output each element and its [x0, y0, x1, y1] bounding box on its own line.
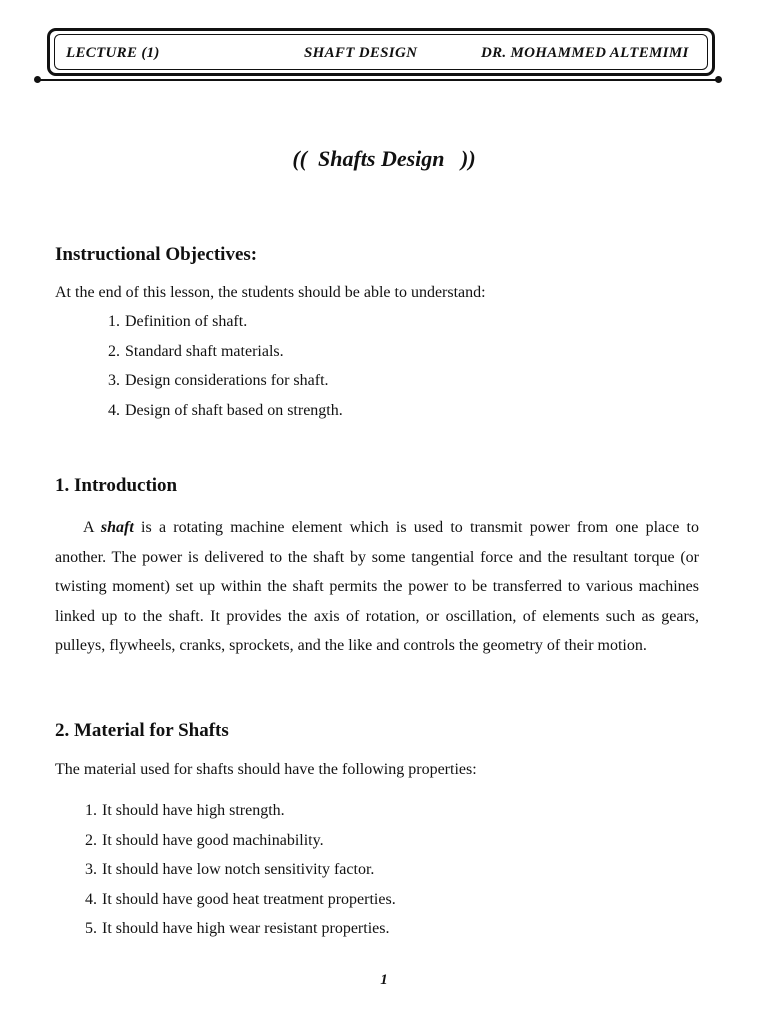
list-item-text: It should have good machinability.: [102, 831, 324, 849]
header-author: DR. MOHAMMED ALTEMIMI: [481, 45, 689, 61]
list-item-text: It should have low notch sensitivity factor.: [102, 861, 375, 878]
introduction-lead: A: [83, 519, 101, 536]
page-title: (( Shafts Design )): [292, 146, 476, 171]
objectives-intro: At the end of this lesson, the students should be able to understand:: [55, 284, 486, 301]
list-item-number: 1.: [85, 802, 97, 819]
header-course-title: SHAFT DESIGN: [304, 45, 418, 61]
list-item-number: 3.: [108, 372, 120, 389]
introduction-term: shaft: [100, 519, 134, 536]
list-item-number: 3.: [85, 861, 97, 878]
list-item-text: It should have high wear resistant properties.: [102, 920, 390, 937]
header-divider: [38, 79, 718, 81]
list-item-text: It should have good heat treatment properties.: [102, 890, 396, 908]
introduction-paragraph: [55, 513, 699, 661]
list-item-text: It should have high strength.: [102, 802, 285, 819]
list-item-text: Definition of shaft.: [125, 313, 248, 330]
introduction-body: is a rotating machine element which is used to transmit power from one place to another. The power is delivered to the shaft by some tangential force and the resultant torque (or twisting moment) set up within the shaft permits the power to be transferred to various machines linked up to the shaft. It provides the axis of rotation, or oscillation, of elements such as gears, pulleys, flywheels, cranks, sprockets, and the like and controls the geometry of their motion.: [55, 519, 699, 654]
list-item-number: 5.: [85, 920, 97, 937]
page-number: 1: [380, 972, 388, 988]
materials-intro: The material used for shafts should have the following properties:: [55, 761, 477, 778]
materials-heading: 2. Material for Shafts: [55, 720, 229, 741]
list-item-number: 2.: [85, 831, 97, 849]
list-item-text: Design considerations for shaft.: [125, 372, 329, 389]
list-item-text: Standard shaft materials.: [125, 342, 284, 360]
list-item-text: Design of shaft based on strength.: [125, 401, 343, 419]
list-item-number: 4.: [85, 890, 97, 908]
header-lecture-label: LECTURE (1): [66, 45, 160, 61]
list-item-number: 1.: [108, 313, 120, 330]
introduction-heading: 1. Introduction: [55, 475, 178, 496]
objectives-heading: Instructional Objectives:: [55, 244, 258, 265]
divider-dot-left: [34, 76, 41, 83]
list-item-number: 2.: [108, 342, 120, 360]
divider-dot-right: [715, 76, 722, 83]
list-item-number: 4.: [108, 401, 120, 419]
